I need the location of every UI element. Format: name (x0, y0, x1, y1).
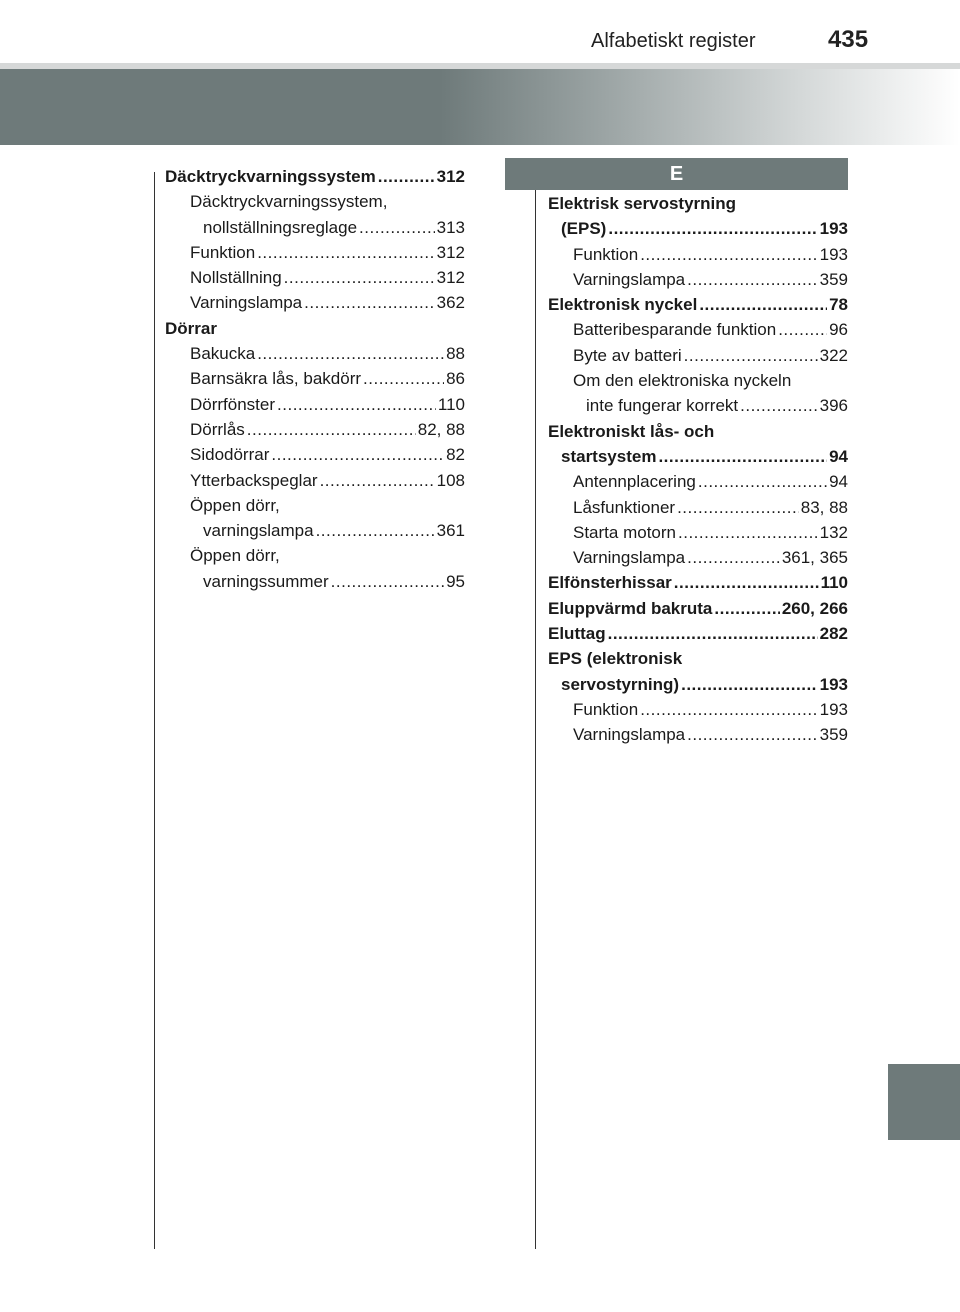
index-entry (548, 621, 848, 646)
index-entry (548, 393, 848, 418)
index-entry-leader (257, 341, 444, 366)
header-banner (0, 69, 960, 145)
index-entry (165, 366, 465, 391)
index-entry (548, 216, 848, 241)
index-entry-page: 362 (436, 293, 465, 313)
running-header-title: Alfabetiskt register (591, 30, 756, 52)
index-entry (165, 543, 465, 568)
index-entry-leader (640, 697, 817, 722)
index-entry-leader (677, 495, 799, 520)
index-entry-term: Dörrar (165, 318, 217, 338)
index-entry-leader (378, 164, 435, 189)
index-entry (165, 316, 465, 341)
index-entry-page: 322 (819, 345, 848, 365)
index-entry-page: 361 (436, 521, 465, 541)
index-entry-page: 193 (819, 674, 848, 694)
index-entry-page: 312 (436, 167, 465, 186)
index-entry (548, 368, 848, 393)
index-entry-term: varningslampa (203, 521, 314, 541)
right-column-rule (535, 172, 536, 1249)
index-entry-page: 193 (819, 244, 848, 264)
index-entry (548, 242, 848, 267)
index-entry-term: Barnsäkra lås, bakdörr (190, 369, 362, 389)
index-entry-page: 94 (829, 472, 848, 492)
index-entry-leader (687, 545, 780, 570)
index-entry (165, 417, 465, 442)
index-entry-page: 88 (446, 344, 465, 364)
index-entry-leader (608, 216, 817, 241)
index-entry-page: 86 (446, 369, 465, 389)
index-entry (548, 646, 848, 671)
index-entry-page: 96 (829, 320, 848, 340)
index-entry (165, 569, 465, 594)
index-column-left (165, 164, 465, 594)
index-entry-leader (699, 292, 827, 317)
index-entry-page: 82 (446, 445, 465, 465)
index-entry-term: Antennplacering (573, 472, 696, 492)
index-entry-term: Varningslampa (573, 269, 686, 289)
index-entry (165, 265, 465, 290)
index-entry (548, 292, 848, 317)
index-entry (548, 672, 848, 697)
index-entry-term: Däcktryckvarningssystem (165, 167, 376, 186)
index-entry-leader (658, 444, 827, 469)
index-entry-term: EPS (elektronisk (548, 649, 683, 669)
index-entry-leader (277, 392, 436, 417)
index-entry-term: (EPS) (561, 219, 607, 239)
index-entry-term: Varningslampa (190, 293, 303, 313)
index-entry (548, 419, 848, 444)
index-entry-term: startsystem (561, 446, 657, 466)
index-entry-leader (359, 215, 435, 240)
section-letter-heading: E (505, 158, 848, 190)
index-entry-leader (608, 621, 818, 646)
index-entry-leader (257, 240, 434, 265)
index-entry-term: Batteribesparande funktion (573, 320, 777, 340)
index-entry-term: Byte av batteri (573, 345, 682, 365)
index-entry-term: Eluppvärmd bakruta (548, 598, 713, 618)
index-entry-term: nollställningsreglage (203, 217, 358, 237)
index-entry (165, 215, 465, 240)
index-entry (548, 343, 848, 368)
index-entry-page: 110 (437, 394, 465, 414)
index-entry-leader (674, 570, 819, 595)
index-entry-page: 193 (819, 699, 848, 719)
index-entry-term: varningssummer (203, 571, 329, 591)
index-entry (165, 518, 465, 543)
index-entry-term: Funktion (573, 244, 639, 264)
index-entry-term: Dörrfönster (190, 394, 276, 414)
index-entry (548, 520, 848, 545)
index-entry-leader (698, 469, 827, 494)
index-entry (548, 317, 848, 342)
index-entry-leader (640, 242, 817, 267)
page-number: 435 (828, 26, 869, 53)
index-entry-term: Sidodörrar (190, 445, 270, 465)
index-entry-term: Starta motorn (573, 522, 676, 542)
index-entry (548, 722, 848, 747)
index-entry (548, 444, 848, 469)
index-entry-term: Varningslampa (573, 548, 686, 568)
index-entry (548, 596, 848, 621)
index-column-right (548, 191, 848, 748)
index-entry-leader (714, 596, 779, 621)
index-entry (548, 697, 848, 722)
index-entry-term: inte fungerar korrekt (586, 396, 739, 416)
index-entry-term: Varningslampa (573, 725, 686, 745)
index-entry-term: Dörrlås (190, 419, 245, 439)
index-entry-term: Elektrisk servostyrning (548, 194, 737, 213)
index-entry-term: Elektroniskt lås- och (548, 421, 715, 441)
index-entry-page: 312 (436, 242, 465, 262)
index-entry-page: 83, 88 (800, 497, 848, 517)
index-entry-page: 95 (446, 571, 465, 591)
index-entry-page: 282 (819, 624, 848, 644)
index-entry (165, 290, 465, 315)
index-entry-page: 361, 365 (781, 548, 848, 568)
index-entry-page: 108 (436, 470, 465, 490)
index-entry-term: servostyrning) (561, 674, 680, 694)
index-entry-page: 260, 266 (781, 598, 848, 618)
index-entry-leader (687, 267, 817, 292)
index-entry-page: 110 (820, 573, 848, 593)
index-entry-leader (247, 417, 416, 442)
index-entry-term: Funktion (190, 242, 256, 262)
index-entry-page: 312 (436, 268, 465, 288)
index-entry-leader (681, 672, 818, 697)
index-entry-page: 359 (819, 269, 848, 289)
index-entry-leader (316, 518, 435, 543)
index-entry-leader (363, 366, 444, 391)
index-entry-page: 396 (819, 396, 848, 416)
index-entry (165, 468, 465, 493)
index-entry-term: Bakucka (190, 344, 256, 364)
index-entry-leader (778, 317, 827, 342)
index-entry (165, 493, 465, 518)
index-entry-page: 359 (819, 725, 848, 745)
index-entry (165, 442, 465, 467)
index-entry (165, 240, 465, 265)
index-entry (548, 545, 848, 570)
index-entry-term: Däcktryckvarningssystem, (190, 192, 388, 212)
index-entry-term: Elfönsterhissar (548, 573, 672, 593)
index-entry-leader (284, 265, 435, 290)
index-entry (165, 189, 465, 214)
index-entry-page: 313 (436, 217, 465, 237)
index-entry-leader (304, 290, 434, 315)
index-entry-leader (678, 520, 818, 545)
index-entry (165, 164, 465, 189)
index-entry-term: Öppen dörr, (190, 546, 280, 566)
index-entry-term: Om den elektroniska nyckeln (573, 371, 792, 391)
thumb-index-tab (888, 1064, 960, 1140)
left-column-rule (154, 172, 155, 1249)
index-entry (548, 495, 848, 520)
index-entry-term: Låsfunktioner (573, 497, 676, 517)
index-entry (165, 341, 465, 366)
index-entry-term: Öppen dörr, (190, 495, 280, 515)
index-entry-term: Funktion (573, 699, 639, 719)
index-entry-term: Elektronisk nyckel (548, 295, 698, 315)
index-entry-page: 132 (819, 522, 848, 542)
index-entry (548, 267, 848, 292)
index-entry-term: Nollställning (190, 268, 282, 288)
index-entry-term: Ytterbackspeglar (190, 470, 318, 490)
index-entry-leader (740, 393, 817, 418)
index-entry-page: 82, 88 (417, 419, 465, 439)
index-entry-leader (320, 468, 435, 493)
index-entry-page: 193 (819, 219, 848, 239)
index-entry (548, 570, 848, 595)
index-entry (548, 191, 848, 216)
index-entry-page: 78 (829, 295, 848, 315)
index-entry-page: 94 (829, 446, 848, 466)
index-entry-leader (687, 722, 817, 747)
index-entry-leader (331, 569, 444, 594)
index-entry (165, 392, 465, 417)
index-entry (548, 469, 848, 494)
index-entry-leader (271, 442, 444, 467)
index-entry-leader (684, 343, 818, 368)
index-entry-term: Eluttag (548, 624, 606, 644)
